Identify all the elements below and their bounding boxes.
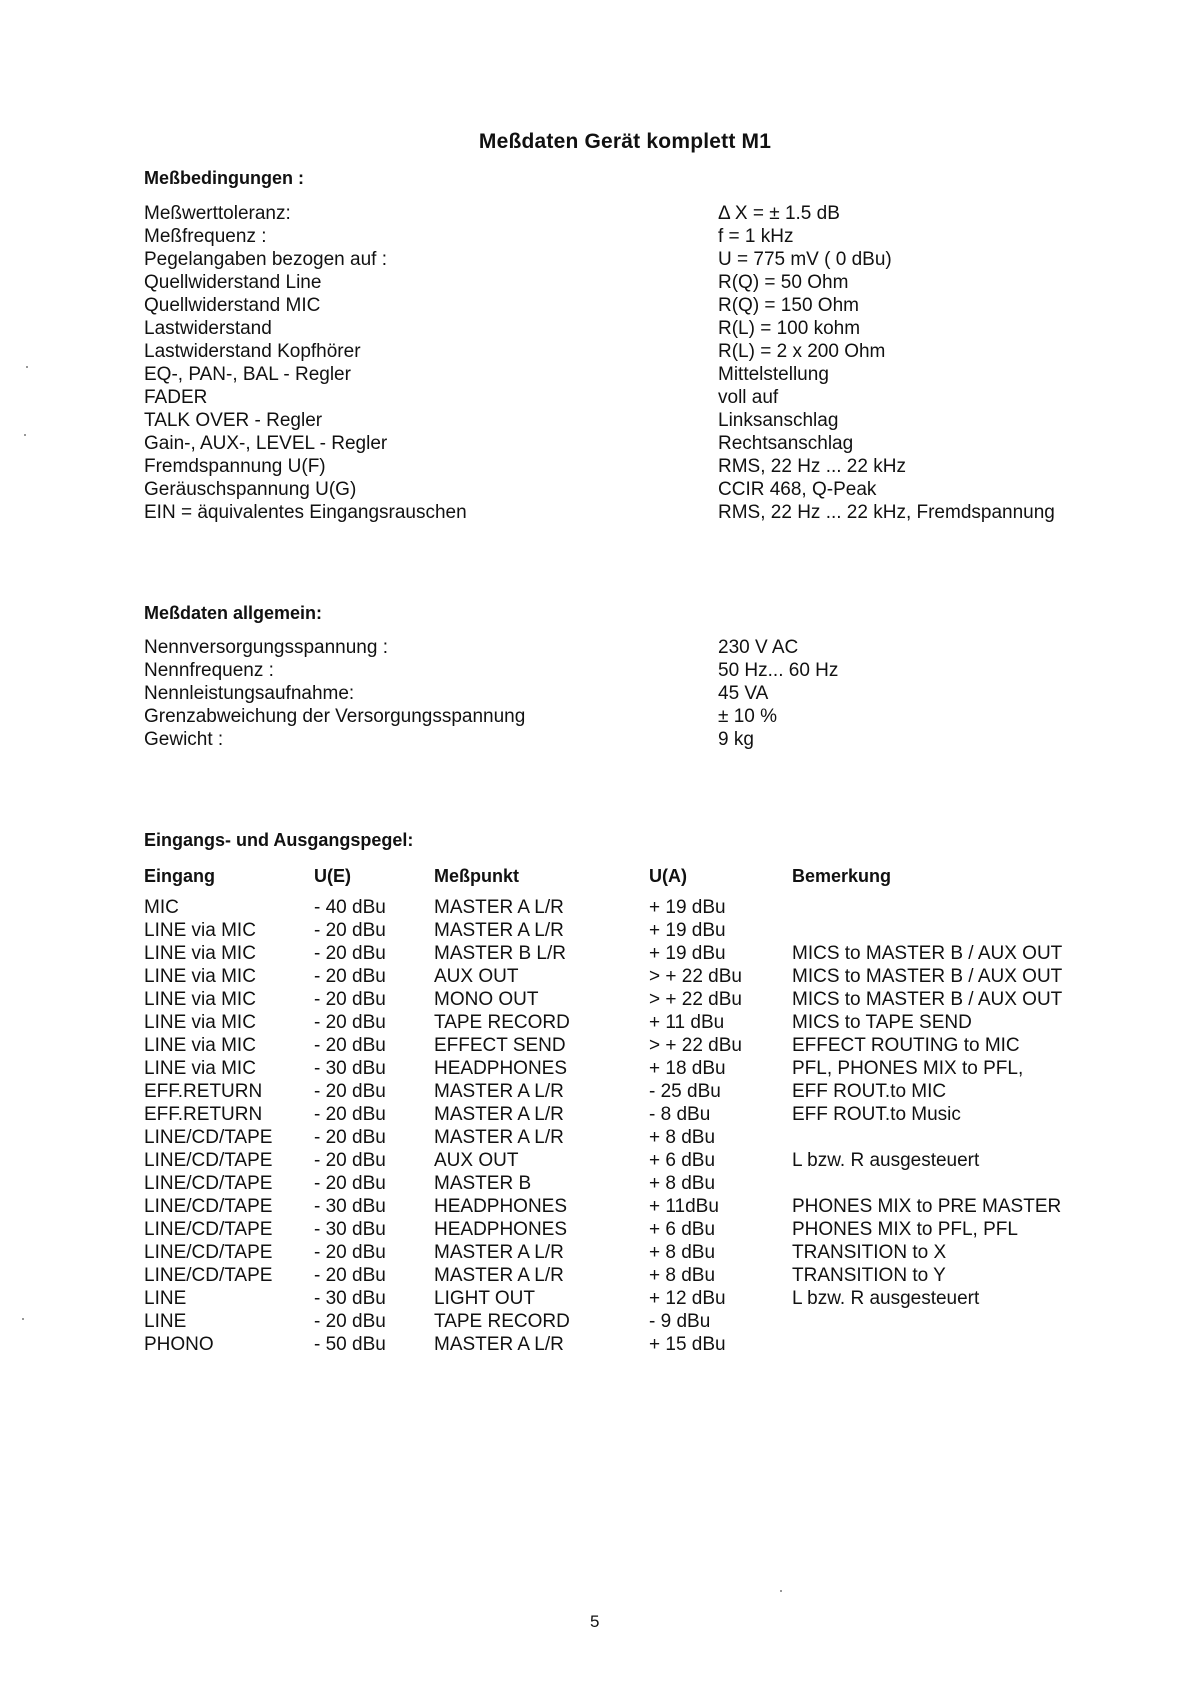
general-row xyxy=(144,659,1104,682)
condition-value: f = 1 kHz xyxy=(718,226,794,247)
condition-label: Lastwiderstand xyxy=(144,318,272,339)
condition-value: R(Q) = 50 Ohm xyxy=(718,272,849,293)
general-label: Nennleistungsaufnahme: xyxy=(144,683,355,704)
table-row xyxy=(144,1310,1104,1333)
levels-table-header xyxy=(144,862,1104,890)
bemerkung-cell: L bzw. R ausgesteuert xyxy=(792,1150,980,1171)
messpunkt-cell: MASTER A L/R xyxy=(434,1334,564,1355)
bemerkung-cell: EFF ROUT.to MIC xyxy=(792,1081,947,1102)
messpunkt-cell: MASTER A L/R xyxy=(434,1104,564,1125)
messpunkt-cell: MASTER A L/R xyxy=(434,897,564,918)
table-row xyxy=(144,1149,1104,1172)
ua-cell: + 8 dBu xyxy=(649,1242,716,1263)
bemerkung-cell: MICS to MASTER B / AUX OUT xyxy=(792,989,1063,1010)
ue-cell: - 20 dBu xyxy=(314,966,386,987)
condition-value: Linksanschlag xyxy=(718,410,839,431)
messpunkt-cell: MASTER A L/R xyxy=(434,1127,564,1148)
ua-cell: + 11dBu xyxy=(649,1196,719,1217)
messpunkt-cell: MASTER A L/R xyxy=(434,920,564,941)
condition-value: Rechtsanschlag xyxy=(718,433,854,454)
ua-cell: > + 22 dBu xyxy=(649,966,742,987)
messpunkt-cell: HEADPHONES xyxy=(434,1196,568,1217)
general-label: Grenzabweichung der Versorgungsspannung xyxy=(144,706,526,727)
table-row xyxy=(144,1264,1104,1287)
condition-label: Geräuschspannung U(G) xyxy=(144,479,357,500)
bemerkung-cell: MICS to MASTER B / AUX OUT xyxy=(792,966,1063,987)
page-title: Meßdaten Gerät komplett M1 xyxy=(478,130,772,153)
eingang-cell: LINE via MIC xyxy=(144,1058,256,1079)
table-row xyxy=(144,1241,1104,1264)
messpunkt-cell: AUX OUT xyxy=(434,1150,519,1171)
table-row xyxy=(144,1011,1104,1034)
scan-speck xyxy=(780,1590,782,1592)
condition-label: FADER xyxy=(144,387,208,408)
general-row xyxy=(144,682,1104,705)
condition-label: Gain-, AUX-, LEVEL - Regler xyxy=(144,433,388,454)
table-row xyxy=(144,1034,1104,1057)
condition-value: voll auf xyxy=(718,387,779,408)
condition-value: CCIR 468, Q-Peak xyxy=(718,479,877,500)
ue-cell: - 40 dBu xyxy=(314,897,386,918)
condition-row xyxy=(144,248,1104,271)
condition-row xyxy=(144,271,1104,294)
condition-label: Quellwiderstand Line xyxy=(144,272,322,293)
eingang-cell: EFF.RETURN xyxy=(144,1104,263,1125)
general-value: 230 V AC xyxy=(718,637,799,658)
bemerkung-cell: MICS to TAPE SEND xyxy=(792,1012,972,1033)
general-row xyxy=(144,705,1104,728)
messpunkt-cell: AUX OUT xyxy=(434,966,519,987)
scan-speck xyxy=(24,434,26,436)
table-row xyxy=(144,1218,1104,1241)
eingang-cell: LINE xyxy=(144,1311,187,1332)
scan-speck xyxy=(26,366,28,368)
column-header-ua: U(A) xyxy=(649,866,687,886)
ua-cell: > + 22 dBu xyxy=(649,1035,742,1056)
ua-cell: + 6 dBu xyxy=(649,1219,716,1240)
condition-value: R(L) = 100 kohm xyxy=(718,318,861,339)
eingang-cell: LINE via MIC xyxy=(144,1035,256,1056)
condition-label: TALK OVER - Regler xyxy=(144,410,323,431)
ue-cell: - 20 dBu xyxy=(314,920,386,941)
condition-row xyxy=(144,294,1104,317)
messpunkt-cell: HEADPHONES xyxy=(434,1219,568,1240)
ua-cell: + 8 dBu xyxy=(649,1265,716,1286)
ua-cell: + 19 dBu xyxy=(649,943,726,964)
conditions-heading: Meßbedingungen : xyxy=(144,168,304,188)
eingang-cell: LINE via MIC xyxy=(144,1012,256,1033)
condition-label: EIN = äquivalentes Eingangsrauschen xyxy=(144,502,467,523)
ua-cell: + 8 dBu xyxy=(649,1173,716,1194)
eingang-cell: LINE xyxy=(144,1288,187,1309)
condition-label: Fremdspannung U(F) xyxy=(144,456,326,477)
general-value: 50 Hz... 60 Hz xyxy=(718,660,839,681)
messpunkt-cell: MASTER A L/R xyxy=(434,1265,564,1286)
ue-cell: - 20 dBu xyxy=(314,1127,386,1148)
condition-value: U = 775 mV ( 0 dBu) xyxy=(718,249,892,270)
condition-value: RMS, 22 Hz ... 22 kHz xyxy=(718,456,906,477)
table-row xyxy=(144,988,1104,1011)
condition-row xyxy=(144,386,1104,409)
bemerkung-cell: TRANSITION to X xyxy=(792,1242,947,1263)
eingang-cell: LINE/CD/TAPE xyxy=(144,1219,273,1240)
eingang-cell: LINE/CD/TAPE xyxy=(144,1242,273,1263)
condition-label: Pegelangaben bezogen auf : xyxy=(144,249,387,270)
conditions-list xyxy=(144,202,1104,524)
ue-cell: - 30 dBu xyxy=(314,1196,386,1217)
eingang-cell: LINE/CD/TAPE xyxy=(144,1265,273,1286)
condition-row xyxy=(144,478,1104,501)
ua-cell: - 25 dBu xyxy=(649,1081,721,1102)
bemerkung-cell: PHONES MIX to PFL, PFL xyxy=(792,1219,1018,1240)
eingang-cell: LINE via MIC xyxy=(144,989,256,1010)
scan-speck xyxy=(22,1318,24,1320)
messpunkt-cell: MASTER B xyxy=(434,1173,532,1194)
messpunkt-cell: TAPE RECORD xyxy=(434,1311,570,1332)
column-header-messpunkt: Meßpunkt xyxy=(434,866,519,886)
condition-label: Quellwiderstand MIC xyxy=(144,295,321,316)
ua-cell: + 8 dBu xyxy=(649,1127,716,1148)
messpunkt-cell: MASTER A L/R xyxy=(434,1242,564,1263)
general-value: ± 10 % xyxy=(718,706,778,727)
ue-cell: - 20 dBu xyxy=(314,1173,386,1194)
ue-cell: - 30 dBu xyxy=(314,1058,386,1079)
general-label: Nennfrequenz : xyxy=(144,660,274,681)
column-header-eingang: Eingang xyxy=(144,866,215,886)
ua-cell: + 6 dBu xyxy=(649,1150,716,1171)
messpunkt-cell: TAPE RECORD xyxy=(434,1012,570,1033)
ue-cell: - 20 dBu xyxy=(314,1104,386,1125)
ua-cell: + 11 dBu xyxy=(649,1012,725,1033)
bemerkung-cell: EFFECT ROUTING to MIC xyxy=(792,1035,1020,1056)
ue-cell: - 20 dBu xyxy=(314,1150,386,1171)
eingang-cell: LINE via MIC xyxy=(144,920,256,941)
eingang-cell: LINE/CD/TAPE xyxy=(144,1150,273,1171)
condition-row xyxy=(144,202,1104,225)
condition-row xyxy=(144,340,1104,363)
ua-cell: + 18 dBu xyxy=(649,1058,726,1079)
condition-value: RMS, 22 Hz ... 22 kHz, Fremdspannung xyxy=(718,502,1055,523)
ue-cell: - 20 dBu xyxy=(314,989,386,1010)
eingang-cell: LINE/CD/TAPE xyxy=(144,1173,273,1194)
table-row xyxy=(144,1195,1104,1218)
general-heading: Meßdaten allgemein: xyxy=(144,603,323,623)
eingang-cell: LINE/CD/TAPE xyxy=(144,1196,273,1217)
general-label: Nennversorgungsspannung : xyxy=(144,637,389,658)
condition-value: Mittelstellung xyxy=(718,364,829,385)
ua-cell: + 19 dBu xyxy=(649,897,726,918)
eingang-cell: LINE/CD/TAPE xyxy=(144,1127,273,1148)
ua-cell: - 9 dBu xyxy=(649,1311,711,1332)
table-row xyxy=(144,919,1104,942)
condition-value: Δ X = ± 1.5 dB xyxy=(718,203,840,224)
condition-label: Meßwerttoleranz: xyxy=(144,203,291,224)
condition-row xyxy=(144,225,1104,248)
messpunkt-cell: MONO OUT xyxy=(434,989,539,1010)
general-value: 45 VA xyxy=(718,683,769,704)
eingang-cell: LINE via MIC xyxy=(144,966,256,987)
eingang-cell: MIC xyxy=(144,897,179,918)
ua-cell: > + 22 dBu xyxy=(649,989,742,1010)
table-row xyxy=(144,1057,1104,1080)
ue-cell: - 20 dBu xyxy=(314,943,386,964)
condition-label: EQ-, PAN-, BAL - Regler xyxy=(144,364,351,385)
messpunkt-cell: HEADPHONES xyxy=(434,1058,568,1079)
ue-cell: - 20 dBu xyxy=(314,1081,386,1102)
eingang-cell: LINE via MIC xyxy=(144,943,256,964)
bemerkung-cell: TRANSITION to Y xyxy=(792,1265,946,1286)
condition-row xyxy=(144,317,1104,340)
bemerkung-cell: PHONES MIX to PRE MASTER xyxy=(792,1196,1062,1217)
table-row xyxy=(144,1103,1104,1126)
column-header-bemerkung: Bemerkung xyxy=(792,866,892,886)
bemerkung-cell: MICS to MASTER B / AUX OUT xyxy=(792,943,1063,964)
table-row xyxy=(144,1172,1104,1195)
general-row xyxy=(144,728,1104,751)
condition-value: R(Q) = 150 Ohm xyxy=(718,295,859,316)
ua-cell: + 12 dBu xyxy=(649,1288,726,1309)
condition-row xyxy=(144,455,1104,478)
ua-cell: + 15 dBu xyxy=(649,1334,726,1355)
table-row xyxy=(144,1287,1104,1310)
ua-cell: + 19 dBu xyxy=(649,920,726,941)
levels-heading: Eingangs- und Ausgangspegel: xyxy=(144,830,414,850)
levels-table-body xyxy=(144,896,1104,1356)
condition-label: Lastwiderstand Kopfhörer xyxy=(144,341,361,362)
table-row xyxy=(144,1126,1104,1149)
table-row xyxy=(144,896,1104,919)
table-row xyxy=(144,942,1104,965)
condition-label: Meßfrequenz : xyxy=(144,226,267,247)
ue-cell: - 30 dBu xyxy=(314,1219,386,1240)
table-row xyxy=(144,1333,1104,1356)
table-row xyxy=(144,1080,1104,1103)
general-list xyxy=(144,636,1104,751)
general-value: 9 kg xyxy=(718,729,754,750)
bemerkung-cell: EFF ROUT.to Music xyxy=(792,1104,961,1125)
ue-cell: - 30 dBu xyxy=(314,1288,386,1309)
page-number: 5 xyxy=(590,1612,600,1631)
column-header-ue: U(E) xyxy=(314,866,351,886)
ue-cell: - 20 dBu xyxy=(314,1265,386,1286)
messpunkt-cell: MASTER B L/R xyxy=(434,943,566,964)
eingang-cell: EFF.RETURN xyxy=(144,1081,263,1102)
eingang-cell: PHONO xyxy=(144,1334,214,1355)
condition-row xyxy=(144,409,1104,432)
ue-cell: - 20 dBu xyxy=(314,1035,386,1056)
condition-row xyxy=(144,432,1104,455)
ue-cell: - 20 dBu xyxy=(314,1311,386,1332)
messpunkt-cell: EFFECT SEND xyxy=(434,1035,566,1056)
ue-cell: - 20 dBu xyxy=(314,1242,386,1263)
general-label: Gewicht : xyxy=(144,729,224,750)
ue-cell: - 50 dBu xyxy=(314,1334,386,1355)
messpunkt-cell: LIGHT OUT xyxy=(434,1288,535,1309)
bemerkung-cell: PFL, PHONES MIX to PFL, xyxy=(792,1058,1024,1079)
condition-row xyxy=(144,501,1104,524)
messpunkt-cell: MASTER A L/R xyxy=(434,1081,564,1102)
condition-row xyxy=(144,363,1104,386)
bemerkung-cell: L bzw. R ausgesteuert xyxy=(792,1288,980,1309)
ua-cell: - 8 dBu xyxy=(649,1104,711,1125)
general-row xyxy=(144,636,1104,659)
ue-cell: - 20 dBu xyxy=(314,1012,386,1033)
levels-table xyxy=(144,862,1104,1356)
table-row xyxy=(144,965,1104,988)
condition-value: R(L) = 2 x 200 Ohm xyxy=(718,341,886,362)
